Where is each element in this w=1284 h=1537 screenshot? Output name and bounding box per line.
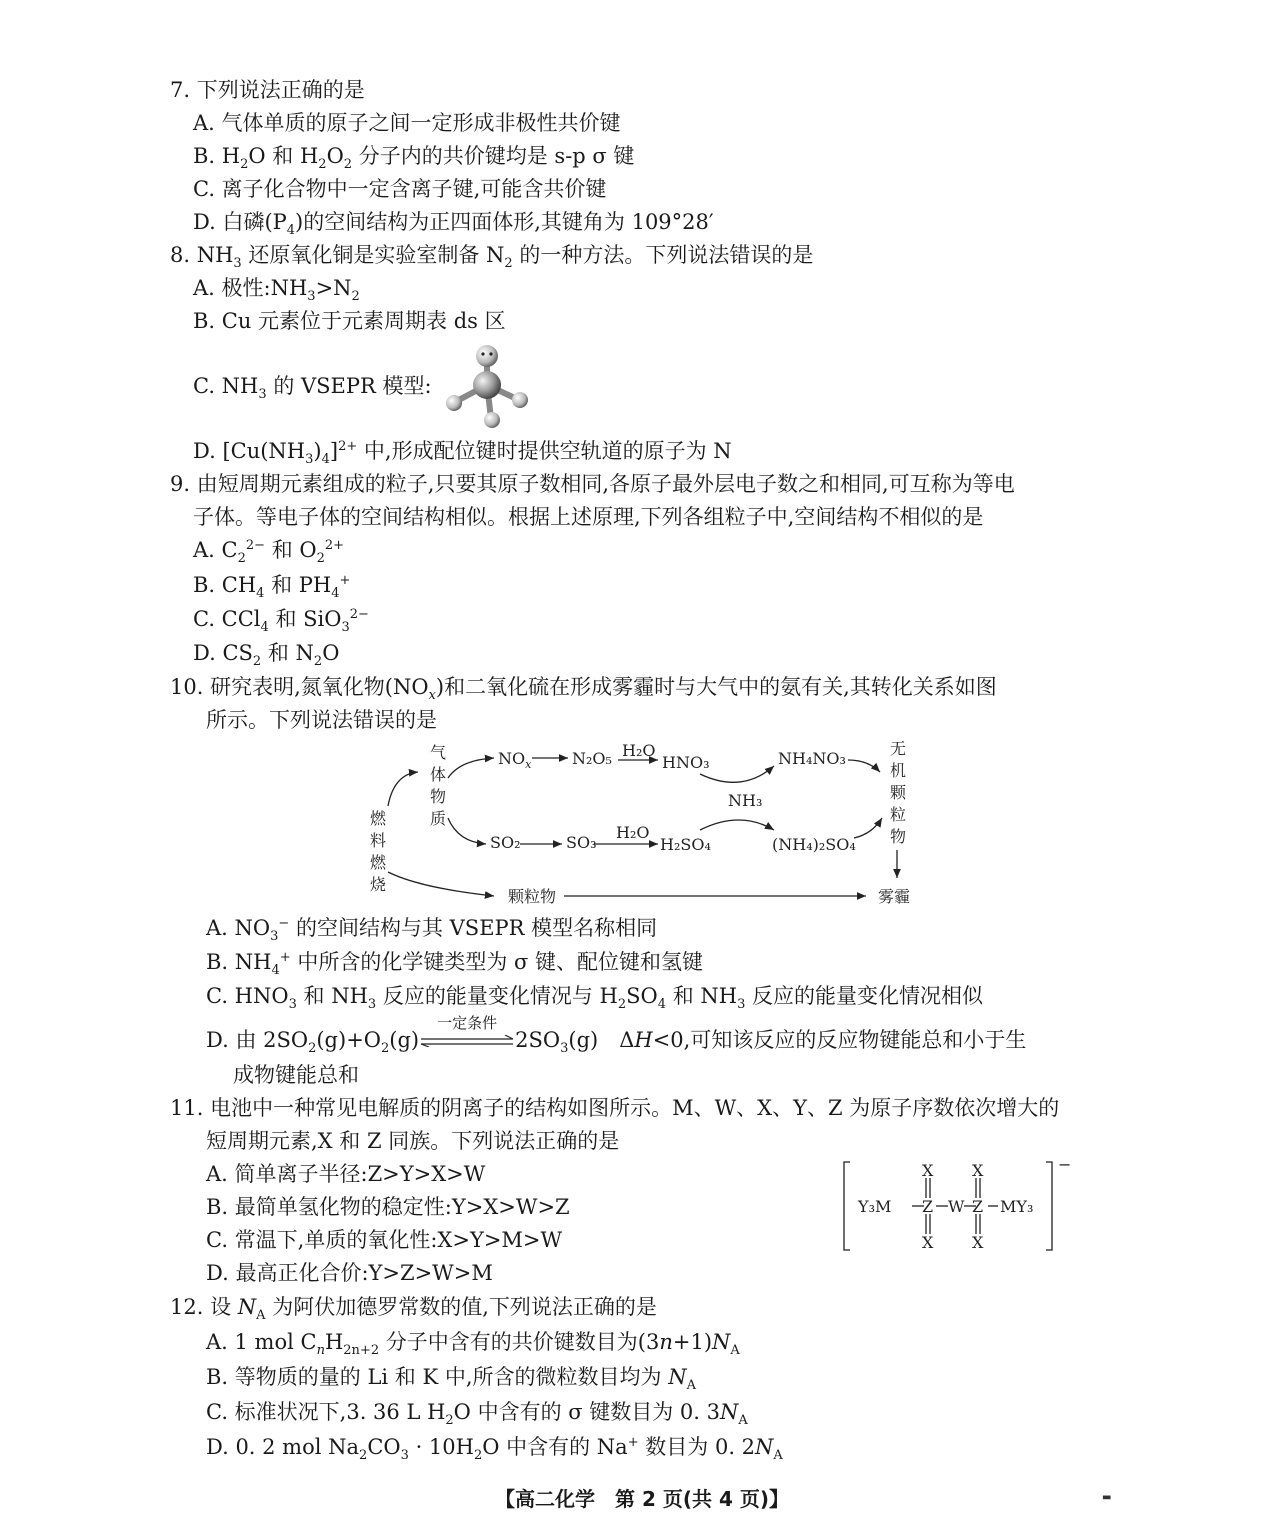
arrow-gas-to-so2 [448, 818, 486, 844]
nh4no3-label: NH₄NO₃ [778, 749, 846, 768]
nh4so4-label: (NH₄)₂SO₄ [772, 835, 856, 854]
q10-stem-line1: 10. 研究表明,氮氧化物$(NO_x)$和二氧化硫在形成雾霾时与大气中的氨有关,其转化关系如图 [170, 675, 997, 704]
nh3-vsepr-model-image [437, 340, 537, 440]
gas-char-4: 质 [430, 809, 447, 828]
hno3-label: HNO₃ [662, 753, 710, 772]
gas-char-1: 气 [430, 743, 447, 762]
q11-option-c: C. 常温下,单质的氧化性:X>Y>M>W [206, 1228, 563, 1252]
q11-stem-line1: 11. 电池中一种常见电解质的阴离子的结构如图所示。M、W、X、Y、Z 为原子序数依次增大的 [170, 1096, 1060, 1120]
x-top-right: X [972, 1161, 984, 1180]
h2o-top-label: H₂O [622, 741, 656, 760]
q8-option-c: C. $NH_3$ 的 VSEPR 模型: [193, 374, 432, 403]
my3-label: MY₃ [1000, 1197, 1034, 1216]
arrow-nh4no3-to-inorganic [848, 760, 880, 772]
q8-stem: 8. $NH_3$ 还原氧化铜是实验室制备 $N_2$ 的一种方法。下列说法错误的是 [170, 243, 814, 272]
q10-stem-line2: 所示。下列说法错误的是 [206, 708, 437, 732]
h2so4-label: H₂SO₄ [660, 835, 711, 854]
q9-option-b: B. $CH_4$ 和 $PH_4^+$ [193, 573, 351, 602]
q7-option-b: B. $H_2O$ 和 $H_2O_2$ 分子内的共价键均是 s-p σ 键 [193, 144, 635, 173]
arrow-nh4so4-to-inorganic [854, 818, 882, 838]
q10-option-d: D. 由 $2SO_2(g)+O_2(g)$ 一定条件 $2SO_3(g)$ ΔH<0,可知该反应的反应物键能总和小于生 [206, 1014, 1027, 1057]
inorganic-char-5: 物 [890, 827, 907, 846]
q12-option-b: B. 等物质的量的 Li 和 K 中,所含的微粒数目均为 $N_A$ [206, 1365, 696, 1394]
q9-stem-line1: 9. 由短周期元素组成的粒子,只要其原子数相同,各原子最外层电子数之和相同,可互称为等电 [170, 472, 1015, 496]
q10-option-a: A. $NO_3^-$ 的空间结构与其 VSEPR 模型名称相同 [206, 916, 658, 945]
fuel-char-2: 料 [370, 831, 387, 850]
q8-option-a: A. 极性$:NH_3>N_2$ [193, 276, 360, 305]
fuel-char-1: 燃 [370, 809, 387, 828]
q8-option-b: B. Cu 元素位于元素周期表 ds 区 [193, 309, 506, 333]
q11-option-d: D. 最高正化合价:Y>Z>W>M [206, 1261, 493, 1285]
anion-structure-diagram [838, 1158, 1078, 1254]
n2o5-label: N₂O₅ [572, 749, 612, 768]
q11-option-b: B. 最简单氢化物的稳定性:Y>X>W>Z [206, 1195, 570, 1219]
q12-option-a: A. 1 mol $C_nH_{2n+2}$ 分子中含有的共价键数目为$(3n+1)N_A$ [206, 1330, 740, 1359]
gas-char-3: 物 [430, 787, 447, 806]
arrow-fuel-to-gas [388, 772, 418, 806]
q10-option-b: B. $NH_4^+$ 中所含的化学键类型为 σ 键、配位键和氢键 [206, 950, 704, 979]
q10-option-d-line2: 成物键能总和 [233, 1063, 359, 1087]
q12-option-c: C. 标准状况下,3. 36 L $H_2O$ 中含有的 σ 键数目为 0. $3N_A$ [206, 1400, 748, 1429]
q9-option-c: C. CCl$_4$ 和 SiO$_3^{2-}$ [193, 607, 369, 636]
q8-option-d: D. $[Cu(NH_3)_4]^{2+}$ 中,形成配位键时提供空轨道的原子为 N [193, 439, 732, 468]
gas-char-2: 体 [430, 765, 447, 784]
x-bottom-right: X [972, 1233, 984, 1252]
y3m-label: Y₃M [858, 1197, 892, 1216]
nox-label: $NO_x$ [498, 749, 532, 771]
particles-label: 颗粒物 [508, 887, 557, 906]
z-right: Z [972, 1197, 984, 1216]
z-left: Z [922, 1197, 934, 1216]
q10-option-c: C. $HNO_3$ 和 $NH_3$ 反应的能量变化情况与 $H_2SO_4$ 和 $NH_3$ 反应的能量变化情况相似 [206, 984, 984, 1013]
q9-option-a: A. $C_2^{2-}$ 和 $O_2^{2+}$ [193, 538, 345, 567]
inorganic-char-4: 粒 [890, 805, 907, 824]
page-footer: 【高二化学 第 2 页(共 4 页)】 [495, 1487, 789, 1511]
reaction-condition: 一定条件 [437, 1014, 498, 1032]
arrow-hno3-to-nh4no3 [700, 766, 774, 782]
x-top-left: X [922, 1161, 934, 1180]
fuel-char-3: 燃 [370, 853, 387, 872]
charge-label: − [1058, 1158, 1072, 1174]
h2o-bottom-label: H₂O [616, 823, 650, 842]
arrow-gas-to-nox [448, 758, 494, 778]
x-bottom-left: X [922, 1233, 934, 1252]
haze-label: 雾霾 [878, 887, 911, 906]
q9-stem-line2: 子体。等电子体的空间结构相似。根据上述原理,下列各组粒子中,空间结构不相似的是 [193, 505, 984, 529]
arrow-fuel-to-particles [388, 872, 494, 896]
q7-option-c: C. 离子化合物中一定含离子键,可能含共价键 [193, 177, 607, 201]
q7-stem: 7. 下列说法正确的是 [170, 78, 365, 102]
arrow-h2so4-to-nh4so4 [700, 820, 774, 830]
q7-option-d: D. 白磷$(P_4)$的空间结构为正四面体形,其键角为 109°28′ [193, 210, 714, 239]
w-center: W [948, 1197, 965, 1216]
q11-option-a: A. 简单离子半径:Z>Y>X>W [206, 1162, 486, 1186]
nh3-label: NH₃ [728, 791, 763, 810]
q12-stem: 12. 设 $N_A$ 为阿伏加德罗常数的值,下列说法正确的是 [170, 1295, 657, 1324]
q7-option-a: A. 气体单质的原子之间一定形成非极性共价键 [193, 111, 621, 135]
q12-option-d: D. 0. 2 mol $Na_2CO_3 \cdot 10H_2O$ 中含有的 Na+ 数目为 0. $2N_A$ [206, 1435, 783, 1464]
so3-label: SO₃ [566, 833, 597, 852]
q9-option-d: D. $CS_2$ 和 $N_2O$ [193, 641, 340, 670]
reversible-arrow [419, 1014, 515, 1054]
q11-stem-line2: 短周期元素,X 和 Z 同族。下列说法正确的是 [206, 1129, 620, 1153]
haze-formation-diagram [360, 738, 930, 910]
inorganic-char-3: 颗 [890, 783, 907, 802]
so2-label: SO₂ [490, 833, 521, 852]
corner-mark: ▬ [1102, 1492, 1112, 1503]
inorganic-char-2: 机 [890, 761, 907, 780]
fuel-char-4: 烧 [370, 875, 387, 894]
inorganic-char-1: 无 [890, 739, 907, 758]
